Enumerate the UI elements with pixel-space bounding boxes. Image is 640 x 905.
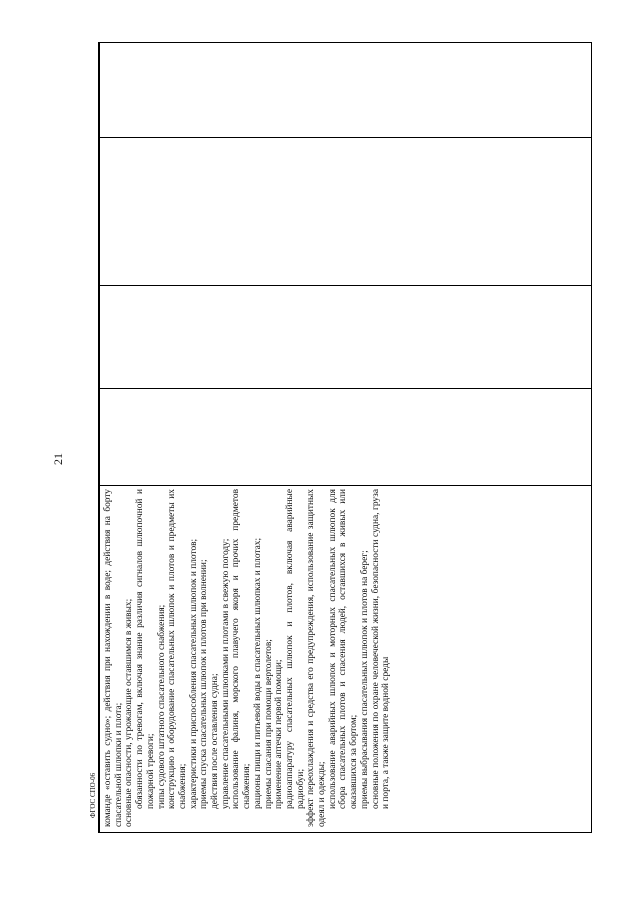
content-line: радиоаппаратуру спасательных шлюпок и плотов, включая аварийные радиобуи;	[284, 489, 306, 809]
content-line: использование аварийных шлюпок и моторных спасательных шлюпок для сбора спасательных плотов и спасения людей, оставшихся в живых или оказавшихся за бортом;	[327, 489, 360, 809]
content-line: управление спасательными шлюпками и плотами в свежую погоду;	[220, 538, 231, 809]
table-row-divider	[99, 137, 591, 138]
footer-code: ФГОС СПО-06	[89, 772, 97, 818]
content-line: характеристики и приспособления спасательных шлюпок и плотов;	[188, 538, 199, 809]
table-row-divider	[99, 285, 591, 286]
content-line: обязанности по тревогам, включая знание различия сигналов шлюпочной и пожарной тревоги;	[135, 489, 156, 809]
content-line: команде «оставить судно»; действия при нахождении в воде; действия на борту спасательной шлюпки и плота;	[103, 489, 124, 827]
table-content-cell	[102, 487, 575, 829]
content-line: приемы спасания при помощи вертолетов;	[263, 639, 274, 809]
content-line: эффект переохлаждения и средства его предупреждения, использование защитных одеял и одежды;	[306, 489, 328, 827]
table-column-divider	[99, 43, 100, 832]
content-line: применение аптечки первой помощи;	[274, 659, 285, 809]
content-line: рационы пищи и питьевой воды в спасательных шлюпках и плотах;	[252, 537, 263, 809]
content-line: основные положения по охране человеческой жизни, безопасности судна, груза и порта, а также защите водной среды	[370, 489, 392, 809]
content-line: приемы спуска спасательных шлюпок и плотов при волнении;	[199, 559, 210, 809]
page-number: 21	[51, 453, 65, 465]
content-line: основные опасности, угрожающие оставшимся в живых;	[124, 598, 135, 827]
table-row-divider	[99, 485, 591, 486]
content-line: типы судового штатного спасательного снабжения;	[156, 604, 167, 809]
table-row-divider	[99, 388, 591, 389]
content-line: приемы выбрасывания спасательных шлюпок и плотов на берег;	[359, 550, 370, 809]
content-line: использование фалиня, морского плавучего якоря и прочих предметов снабжения;	[231, 489, 253, 809]
content-line: конструкцию и оборудование спасательных шлюпок и плотов и предметы их снабжения;	[167, 489, 188, 809]
content-line: действия после оставления судна;	[210, 673, 221, 809]
